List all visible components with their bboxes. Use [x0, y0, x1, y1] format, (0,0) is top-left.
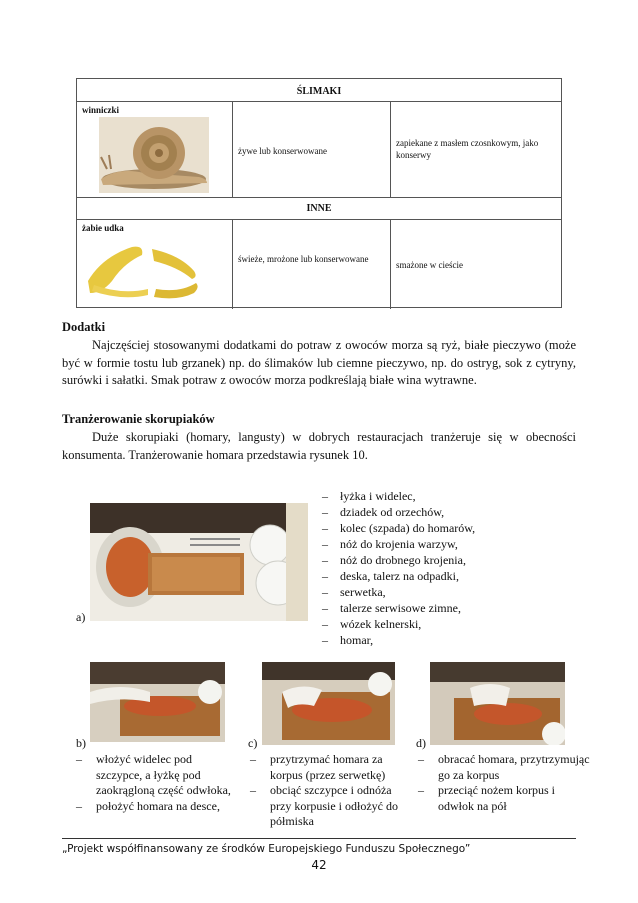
section-title-slimaki: ŚLIMAKI — [296, 86, 342, 97]
list-item: – kolec (szpada) do homarów, — [322, 520, 475, 536]
table-col-divider — [232, 101, 233, 197]
figure-c-label: c) — [248, 736, 258, 750]
table-col-divider — [390, 219, 391, 309]
footer-divider — [62, 838, 576, 839]
paragraph-dodatki: Najczęściej stosowanymi dodatkami do potraw z owoców morza są ryż, białe pieczywo (może być w formie tostu lub grzanek) np. do ślimaków lub ciemne pieczywo, np. do ostryg, sok z cytryny, surówki i sałatki. Smak potraw z owoców morza podkreślają białe wina wytrawne. — [62, 338, 576, 387]
figure-c-steps — [250, 752, 410, 830]
figure-d-label: d) — [416, 736, 426, 750]
figure-d-steps — [418, 752, 590, 814]
heading-dodatki: Dodatki — [62, 320, 106, 334]
page-number: 42 — [311, 858, 327, 872]
section-title-inne: INNE — [306, 203, 332, 214]
figure-a-label: a) — [76, 610, 86, 624]
list-item: – przeciąć nożem korpus i odwłok na pół — [418, 783, 590, 814]
figure-b-steps — [76, 752, 236, 814]
list-item: – wózek kelnerski, — [322, 616, 475, 632]
list-item: – łyżka i widelec, — [322, 488, 475, 504]
list-item: – włożyć widelec pod szczypce, a łyżkę pod zaokrągloną część odwłoka, — [76, 752, 236, 799]
table-col-divider — [232, 219, 233, 309]
table-divider — [77, 197, 561, 198]
zabie-udka-form: świeże, mrożone lub konserwowane — [238, 254, 369, 264]
table-col-divider — [390, 101, 391, 197]
list-item: – homar, — [322, 632, 475, 648]
list-item: – dziadek od orzechów, — [322, 504, 475, 520]
list-item: – położyć homara na desce, — [76, 799, 236, 815]
winniczki-form: żywe lub konserwowane — [238, 146, 327, 156]
list-item: – talerze serwisowe zimne, — [322, 600, 475, 616]
seafood-table — [76, 78, 562, 308]
figure-b-label: b) — [76, 736, 86, 750]
row-label-zabie-udka: żabie udka — [82, 223, 124, 233]
figure-b-photo — [90, 662, 225, 742]
figure-a-photo — [90, 503, 308, 621]
snail-photo — [99, 117, 209, 193]
figure-a-tools-list — [322, 488, 475, 648]
zabie-udka-prep: smażone w cieście — [396, 260, 463, 270]
list-item: – serwetka, — [322, 584, 475, 600]
table-divider — [77, 101, 561, 102]
heading-tranzerowanie: Tranżerowanie skorupiaków — [62, 412, 215, 426]
figure-d-photo — [430, 662, 565, 745]
paragraph-tranzerowanie: Duże skorupiaki (homary, langusty) w dobrych restauracjach tranżeruje się w obecności konsumenta. Tranżerowanie homara przedstawia rysunek 10. — [62, 430, 576, 462]
figure-c-photo — [262, 662, 395, 745]
footer-text: „Projekt współfinansowany ze środków Europejskiego Funduszu Społecznego” — [62, 843, 471, 855]
list-item: – deska, talerz na odpadki, — [322, 568, 475, 584]
list-item: – przytrzymać homara za korpus (przez serwetkę) — [250, 752, 410, 783]
list-item: – nóż do drobnego krojenia, — [322, 552, 475, 568]
row-label-winniczki: winniczki — [82, 105, 120, 115]
winniczki-prep: zapiekane z masłem czosnkowym, jako konserwy — [396, 138, 539, 160]
frog-legs-photo — [82, 237, 202, 305]
list-item: – obracać homara, przytrzymując go za korpus — [418, 752, 590, 783]
table-divider — [77, 219, 561, 220]
list-item: – obciąć szczypce i odnóża przy korpusie i odłożyć do półmiska — [250, 783, 410, 830]
list-item: – nóż do krojenia warzyw, — [322, 536, 475, 552]
